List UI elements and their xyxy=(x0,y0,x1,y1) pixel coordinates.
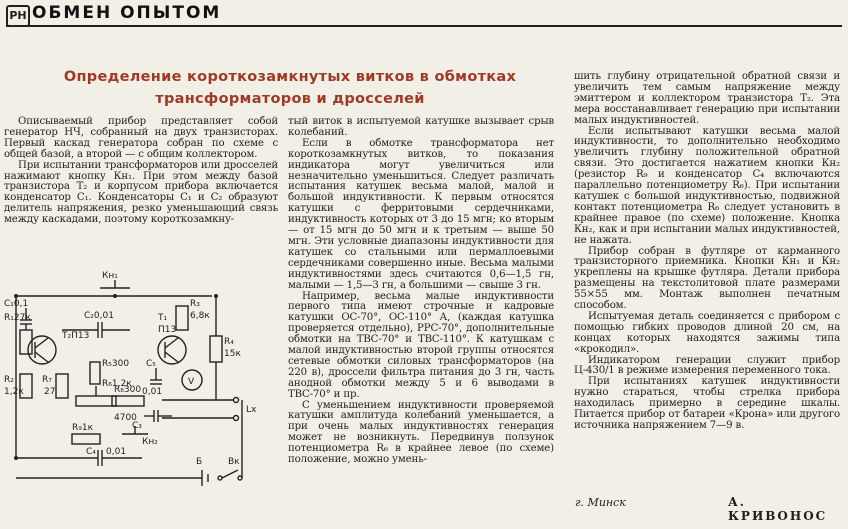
label-t1: T₁ xyxy=(158,313,168,323)
label-r8: R₈300 xyxy=(114,385,142,395)
label-c4: C₄ xyxy=(86,447,96,457)
label-r7-value: 27 xyxy=(44,387,56,397)
paragraph: Если испытывают катушки весьма малой индуктивности, то дополнительно необходимо увеличить глубину положительной обратной связи. Это достигается нажатием кнопки Кн₂ (резистор R₉ и конденсатор C₄ включаются параллельно потенциометру R₆). При испытании катушек с большой индуктивностью, подвижной контакт потенциометра R₆ следует установить в крайнее правое (по схеме) положение. Кнопка Кн₂, как и при испытании малых индуктивностей, не нажата. xyxy=(574,125,840,246)
label-r4: R₄ xyxy=(224,337,234,347)
label-c2: C₂0,01 xyxy=(84,311,114,321)
label-c4-value: 0,01 xyxy=(106,447,127,457)
label-r2: R₂ xyxy=(4,375,14,385)
paragraph: Испытуемая деталь соединяется с прибором с помощью гибких проводов длиной 20 см, на концах которых находятся зажимы типа «крокодил». xyxy=(574,310,840,355)
label-lx: Lx xyxy=(246,405,257,415)
magazine-logo: РН xyxy=(6,5,30,27)
signature-author: А. КРИВОНОС xyxy=(728,495,828,523)
label-c5: C₅ xyxy=(146,359,156,369)
paragraph: Описываемый прибор представляет собой генератор НЧ, собранный на двух транзисторах. Первый каскад генератора собран по схеме с общей базой, а второй — с общим коллектором. xyxy=(4,116,278,160)
paragraph: При испытаниях катушек индуктивности нужно стараться, чтобы стрелка прибора находилась примерно в середине шкалы. Питается прибор от батареи «Крона» или другого источника напряжением 7—9 в. xyxy=(574,376,840,431)
paragraph: При испытании трансформаторов или дросселей нажимают кнопку Кн₁. При этом между базой транзистора T₂ и корпусом прибора включается конденсатор C₁. Конденсаторы C₁ и C₂ образуют делитель напряжения, резко уменьшающий связь между каскадами, поэтому короткозамкну- xyxy=(4,159,278,226)
label-kn1: Кн₁ xyxy=(102,271,118,281)
article-title-line1: Определение короткозамкнутых витков в обмотках xyxy=(63,69,517,85)
meter-icon: V xyxy=(188,377,195,387)
label-c3-value: 4700 xyxy=(114,413,137,423)
label-c5-value: 0,01 xyxy=(142,387,163,397)
paragraph: Например, весьма малые индуктивности первого типа имеют строчные и кадровые катушки ОС-70°, ОС-110° А, (каждая катушка проверяется отдельно), РРС-70°, дополнительные обмотки на ТВС-70° и ТВС-110°. К катушкам с малой индуктивностью второй группы относятся сетевые обмотки силовых трансформаторов (на 220 в), дроссели фильтра питания до 3 гн, часть анодной обмотки между 5 и 6 выводами в ТВС-70° и пр. xyxy=(288,290,554,400)
label-c1: C₁0,1 xyxy=(4,299,29,309)
paragraph: Если в обмотке трансформатора нет короткозамкнутых витков, то показания индикатора могут увеличиться или незначительно уменьшиться. Следует различать испытания катушек весьма малой, малой и большой индуктивности. К первым относятся катушки с ферритовыми сердечниками, индуктивность которых от 3 до 15 мгн; ко вторым — от 15 мгн до 50 мгн и к третьим — выше 50 мгн. Эти условные диапазоны индуктивности для катушек со стальными или пермаллоевыми сердечниками совершенно иные. Весьма малыми индуктивностями здесь считаются 0,6—1,5 гн, малыми — 1,5—3 гн, а большими — свыше 3 гн. xyxy=(288,137,554,291)
section-header xyxy=(6,3,842,27)
paragraph: шить глубину отрицательной обратной связи и увеличить тем самым напряжение между эмиттером и коллектором транзистора T₂. Эта мера восстанавливает генерацию при испытании малых индуктивностей. xyxy=(574,71,840,126)
text-column-2 xyxy=(288,117,554,466)
label-c3: C₃ xyxy=(132,421,142,431)
label-r4-value: 15к xyxy=(224,349,241,359)
label-battery: Б xyxy=(196,457,203,467)
section-title: ОБМЕН ОПЫТОМ xyxy=(32,3,222,23)
paragraph: С уменьшением индуктивности проверяемой катушки амплитуда колебаний уменьшается, а при очень малых индуктивностях генерация может не возникнуть. Передвинув ползунок потенциометра R₆ в крайнее левое (по схеме) положение, можно умень- xyxy=(288,399,554,466)
article-title-line2: трансформаторов и дросселей xyxy=(155,91,425,107)
label-switch: Вк xyxy=(228,457,240,467)
label-t2: T₂П13 xyxy=(62,331,90,341)
label-kn2: Кн₂ xyxy=(142,437,158,447)
paragraph: тый виток в испытуемой катушке вызывает срыв колебаний. xyxy=(288,116,554,138)
paragraph: Индикатором генерации служит прибор Ц-430/1 в режиме измерения переменного тока. xyxy=(574,354,840,377)
label-r5: R₅300 xyxy=(102,359,130,369)
label-r6: R₆1,2к xyxy=(102,379,132,389)
text-column-3 xyxy=(574,72,840,432)
label-r9: R₉1к xyxy=(72,423,94,433)
circuit-diagram xyxy=(2,258,274,498)
signature-city: г. Минск xyxy=(575,496,626,509)
label-t1-type: П13 xyxy=(158,325,177,335)
label-r2-value: 1,2к xyxy=(4,387,24,397)
paragraph: Прибор собран в футляре от карманного транзисторного приемника. Кнопки Кн₁ и Кн₂ укреплены на крышке футляра. Детали прибора размещены на текстолитовой плате размерами 55×55 мм. Монтаж выполнен печатным способом. xyxy=(574,245,840,312)
text-column-1 xyxy=(4,117,278,226)
label-r1: R₁27к xyxy=(4,313,31,323)
label-r3: R₃ xyxy=(190,299,200,309)
label-r7: R₇ xyxy=(42,375,52,385)
label-r3-value: 6,8к xyxy=(190,311,210,321)
